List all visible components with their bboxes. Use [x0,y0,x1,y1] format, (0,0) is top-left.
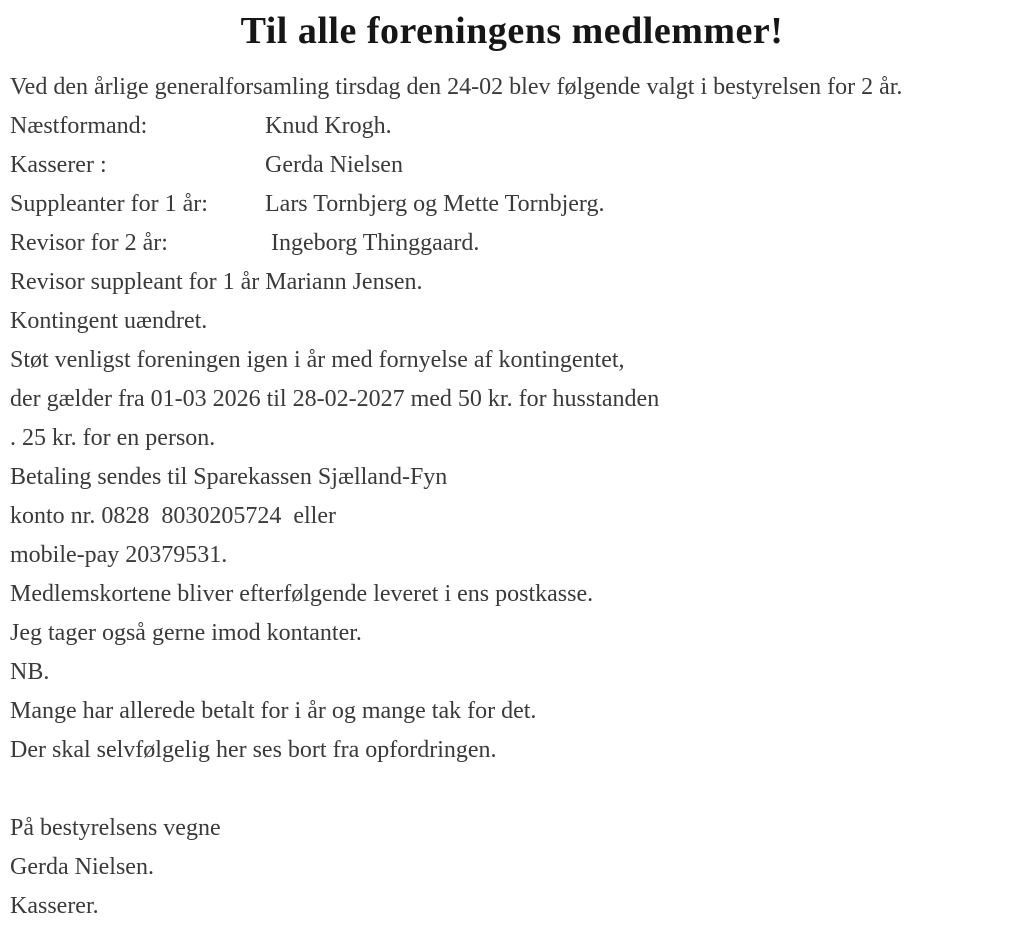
body-line: der gælder fra 01-03 2026 til 28-02-2027 med 50 kr. for husstanden [10,385,660,412]
board-row [10,107,1014,146]
body-line: NB. [10,658,50,685]
body-line: Betaling sendes til Sparekassen Sjælland-Fyn [10,463,448,490]
body-line: Mange har allerede betalt for i år og mange tak for det. [10,697,537,724]
blank-line [10,770,1014,809]
body-line: Medlemskortene bliver efterfølgende leveret i ens postkasse. [10,580,594,607]
body-line: Støt venligst foreningen igen i år med fornyelse af kontingentet, [10,346,625,373]
body-line: Revisor suppleant for 1 år Mariann Jensen. [10,268,423,295]
body-line: Der skal selvfølgelig her ses bort fra opfordringen. [10,736,497,763]
signature-role: Kasserer. [10,892,99,919]
signature-name: Gerda Nielsen. [10,853,154,880]
board-row [10,146,1014,185]
board-member-name: Gerda Nielsen [265,151,403,178]
body-line: mobile-pay 20379531. [10,541,228,568]
body-line: konto nr. 0828 8030205724 eller [10,502,336,529]
board-member-name: Knud Krogh. [265,112,392,139]
signature-line: På bestyrelsens vegne [10,814,221,841]
board-row [10,185,1014,224]
board-role-label: Revisor for 2 år: [10,229,168,256]
body-line: Jeg tager også gerne imod kontanter. [10,619,362,646]
board-role-label: Næstformand: [10,112,148,139]
board-role-label: Suppleanter for 1 år: [10,190,208,217]
board-role-label: Kasserer : [10,151,107,178]
board-member-name: Ingeborg Thinggaard. [265,229,480,256]
body-line: Kontingent uændret. [10,307,208,334]
board-member-name: Lars Tornbjerg og Mette Tornbjerg. [265,190,605,217]
page-title: Til alle foreningens medlemmer! [240,10,784,52]
body-line: . 25 kr. for en person. [10,424,216,451]
intro-line: Ved den årlige generalforsamling tirsdag den 24-02 blev følgende valgt i bestyrelsen for 2 år. [10,73,903,100]
board-row [10,224,1014,263]
